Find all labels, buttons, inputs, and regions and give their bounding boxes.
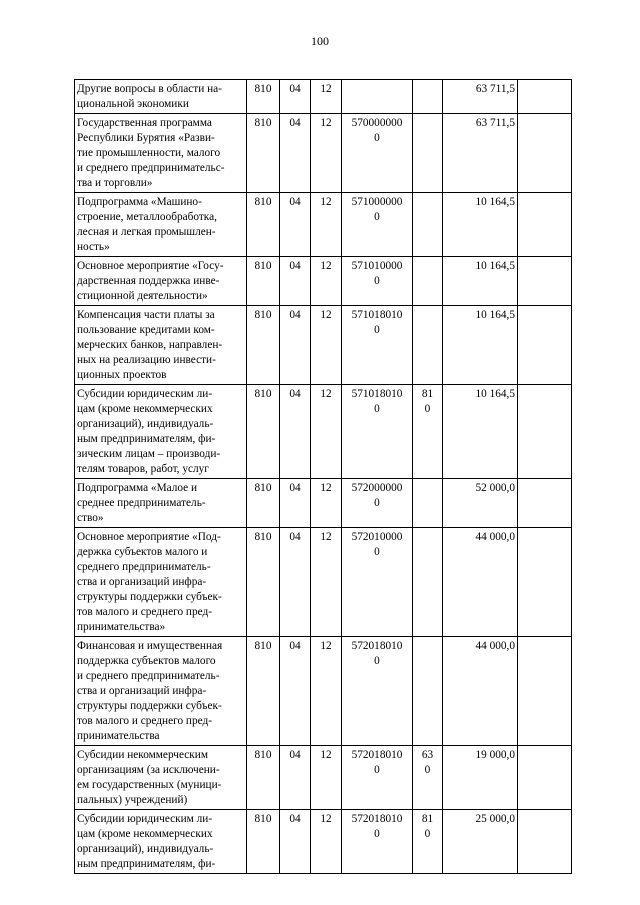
ministry-code: 810 xyxy=(247,114,280,193)
table-row xyxy=(75,528,572,637)
expense-type-code xyxy=(413,114,443,193)
target-article-code: 572018010 0 xyxy=(342,637,413,746)
section-code: 04 xyxy=(280,193,311,257)
subsection-code: 12 xyxy=(311,114,342,193)
table-row xyxy=(75,746,572,810)
expense-type-code: 63 0 xyxy=(413,746,443,810)
ministry-code: 810 xyxy=(247,193,280,257)
target-article-code: 572000000 0 xyxy=(342,479,413,528)
expense-type-code xyxy=(413,193,443,257)
target-article-code: 572010000 0 xyxy=(342,528,413,637)
table-row xyxy=(75,80,572,114)
section-code: 04 xyxy=(280,528,311,637)
extra-column xyxy=(518,810,572,874)
target-article-code: 570000000 0 xyxy=(342,114,413,193)
amount: 10 164,5 xyxy=(443,257,518,306)
target-article-code: 571000000 0 xyxy=(342,193,413,257)
table-row xyxy=(75,385,572,479)
section-code: 04 xyxy=(280,80,311,114)
subsection-code: 12 xyxy=(311,306,342,385)
table-row xyxy=(75,193,572,257)
amount: 10 164,5 xyxy=(443,306,518,385)
subsection-code: 12 xyxy=(311,637,342,746)
expense-type-code xyxy=(413,479,443,528)
ministry-code: 810 xyxy=(247,257,280,306)
item-name: Государственная программа Республики Бурятия «Разви- тие промышленности, малого и среднего предпринимательс- тва и торговли» xyxy=(75,114,247,193)
extra-column xyxy=(518,80,572,114)
item-name: Субсидии некоммерческим организациям (за исключени- ем государственных (муници- пальных) учреждений) xyxy=(75,746,247,810)
table-row xyxy=(75,479,572,528)
extra-column xyxy=(518,479,572,528)
extra-column xyxy=(518,193,572,257)
table-row xyxy=(75,810,572,874)
extra-column xyxy=(518,114,572,193)
expense-type-code xyxy=(413,637,443,746)
target-article-code xyxy=(342,80,413,114)
target-article-code: 571018010 0 xyxy=(342,385,413,479)
ministry-code: 810 xyxy=(247,810,280,874)
expense-type-code: 81 0 xyxy=(413,810,443,874)
page-number: 100 xyxy=(311,34,329,48)
amount: 19 000,0 xyxy=(443,746,518,810)
ministry-code: 810 xyxy=(247,306,280,385)
amount: 25 000,0 xyxy=(443,810,518,874)
subsection-code: 12 xyxy=(311,746,342,810)
ministry-code: 810 xyxy=(247,528,280,637)
amount: 10 164,5 xyxy=(443,385,518,479)
subsection-code: 12 xyxy=(311,528,342,637)
amount: 44 000,0 xyxy=(443,637,518,746)
expense-type-code xyxy=(413,80,443,114)
section-code: 04 xyxy=(280,114,311,193)
expense-type-code: 81 0 xyxy=(413,385,443,479)
section-code: 04 xyxy=(280,257,311,306)
item-name: Подпрограмма «Машино- строение, металлообработка, лесная и легкая промышлен- ность» xyxy=(75,193,247,257)
section-code: 04 xyxy=(280,385,311,479)
budget-table xyxy=(74,79,572,874)
subsection-code: 12 xyxy=(311,479,342,528)
subsection-code: 12 xyxy=(311,810,342,874)
expense-type-code xyxy=(413,306,443,385)
extra-column xyxy=(518,637,572,746)
amount: 52 000,0 xyxy=(443,479,518,528)
item-name: Субсидии юридическим ли- цам (кроме некоммерческих организаций), индивидуаль- ным предпринимателям, фи- xyxy=(75,810,247,874)
expense-type-code xyxy=(413,528,443,637)
table-row xyxy=(75,114,572,193)
item-name: Другие вопросы в области на- циональной экономики xyxy=(75,80,247,114)
subsection-code: 12 xyxy=(311,385,342,479)
amount: 44 000,0 xyxy=(443,528,518,637)
target-article-code: 571010000 0 xyxy=(342,257,413,306)
subsection-code: 12 xyxy=(311,80,342,114)
ministry-code: 810 xyxy=(247,637,280,746)
subsection-code: 12 xyxy=(311,257,342,306)
extra-column xyxy=(518,257,572,306)
item-name: Финансовая и имущественная поддержка субъектов малого и среднего предприниматель- ства и организаций инфра- структуры поддержки субъек- тов малого и среднего пред- принимательства xyxy=(75,637,247,746)
extra-column xyxy=(518,385,572,479)
amount: 10 164,5 xyxy=(443,193,518,257)
table-row xyxy=(75,306,572,385)
item-name: Субсидии юридическим ли- цам (кроме некоммерческих организаций), индивидуаль- ным предпринимателям, фи- зическим лицам – производи- телям товаров, работ, услуг xyxy=(75,385,247,479)
section-code: 04 xyxy=(280,746,311,810)
section-code: 04 xyxy=(280,479,311,528)
item-name: Подпрограмма «Малое и среднее предприниматель- ство» xyxy=(75,479,247,528)
ministry-code: 810 xyxy=(247,80,280,114)
amount: 63 711,5 xyxy=(443,80,518,114)
target-article-code: 572018010 0 xyxy=(342,810,413,874)
target-article-code: 571018010 0 xyxy=(342,306,413,385)
expense-type-code xyxy=(413,257,443,306)
table-row xyxy=(75,637,572,746)
ministry-code: 810 xyxy=(247,385,280,479)
target-article-code: 572018010 0 xyxy=(342,746,413,810)
section-code: 04 xyxy=(280,306,311,385)
extra-column xyxy=(518,306,572,385)
subsection-code: 12 xyxy=(311,193,342,257)
section-code: 04 xyxy=(280,637,311,746)
table-row xyxy=(75,257,572,306)
section-code: 04 xyxy=(280,810,311,874)
item-name: Компенсация части платы за пользование кредитами ком- мерческих банков, направлен- ных на реализацию инвести- ционных проектов xyxy=(75,306,247,385)
amount: 63 711,5 xyxy=(443,114,518,193)
item-name: Основное мероприятие «Под- держка субъектов малого и среднего предприниматель- ства и организаций инфра- структуры поддержки субъек- тов малого и среднего пред- принимательства» xyxy=(75,528,247,637)
extra-column xyxy=(518,528,572,637)
ministry-code: 810 xyxy=(247,479,280,528)
extra-column xyxy=(518,746,572,810)
item-name: Основное мероприятие «Госу- дарственная поддержка инве- стиционной деятельности» xyxy=(75,257,247,306)
table-body xyxy=(75,80,572,874)
ministry-code: 810 xyxy=(247,746,280,810)
